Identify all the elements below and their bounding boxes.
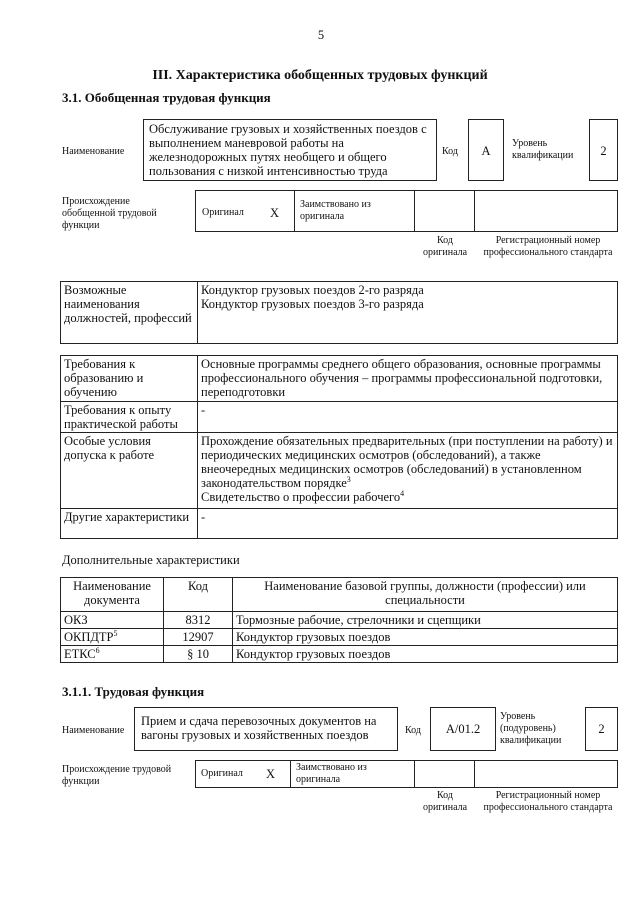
row-code: § 10 xyxy=(164,646,233,663)
col-code-header: Код xyxy=(164,578,233,612)
req-education-value: Основные программы среднего общего образования, основные программы профессионального обучения – программы профессиональной подготовки, переподготовки xyxy=(198,356,618,402)
tf-code-text: A/01.2 xyxy=(445,722,481,736)
footnote-ref: 5 xyxy=(113,628,118,638)
req-special-value xyxy=(198,433,618,509)
footnote-ref: 3 xyxy=(346,474,351,484)
tf-heading: 3.1.1. Трудовая функция xyxy=(62,684,205,699)
page-number: 5 xyxy=(317,28,325,42)
gtf-name-value xyxy=(143,119,437,181)
req-experience-value: - xyxy=(198,402,618,433)
tf-reg-number-label: Регистрационный номер профессионального стандарта xyxy=(483,790,613,813)
gtf-level-label: Уровень квалификации xyxy=(512,138,574,161)
footnote-ref: 6 xyxy=(95,645,100,655)
footnote-ref: 4 xyxy=(400,488,405,498)
table-row xyxy=(61,612,618,629)
gtf-code-text: A xyxy=(481,144,491,158)
table-row xyxy=(61,646,618,663)
col-doc-header: Наименование документа xyxy=(61,578,164,612)
gtf-original-label: Оригинал xyxy=(202,207,244,218)
gtf-level-value xyxy=(589,119,618,181)
gtf-code-original-label: Код оригинала xyxy=(422,235,468,258)
additional-table xyxy=(60,577,618,663)
gtf-heading: 3.1. Обобщенная трудовая функция xyxy=(62,90,271,105)
row-name: Тормозные рабочие, стрелочники и сцепщики xyxy=(233,612,618,629)
gtf-origin-label: Происхождение обобщенной трудовой функции xyxy=(62,196,157,231)
row-doc: ОКЗ xyxy=(61,612,164,629)
tf-original-mark: X xyxy=(266,767,276,781)
position-item: Кондуктор грузовых поездов 3-го разряда xyxy=(201,297,424,311)
additional-heading: Дополнительные характеристики xyxy=(62,553,240,567)
gtf-original-mark: X xyxy=(270,206,280,220)
position-item: Кондуктор грузовых поездов 2-го разряда xyxy=(201,283,424,297)
gtf-name-label: Наименование xyxy=(62,146,125,157)
tf-code-original-label: Код оригинала xyxy=(422,790,468,813)
gtf-name-text: Обслуживание грузовых и хозяйственных поездов с выполнением маневровой работы на железнодорожных путях необщего и общего пользования с низкой интенсивностью труда xyxy=(149,122,427,178)
tf-name-value xyxy=(134,707,398,751)
tf-level-value xyxy=(585,707,618,751)
req-education-label: Требования к образованию и обучению xyxy=(61,356,198,402)
tf-code-original-cell xyxy=(415,760,475,788)
req-other-value: - xyxy=(198,509,618,539)
req-experience-label: Требования к опыту практической работы xyxy=(61,402,198,433)
tf-original-label: Оригинал xyxy=(201,768,243,779)
row-name: Кондуктор грузовых поездов xyxy=(233,629,618,646)
row-doc: ОКПДТР$^5$ xyxy=(61,629,164,646)
row-code: 12907 xyxy=(164,629,233,646)
tf-level-text: 2 xyxy=(598,722,605,736)
gtf-level-text: 2 xyxy=(600,144,607,158)
gtf-code-value xyxy=(468,119,504,181)
tf-name-label: Наименование xyxy=(62,725,125,736)
positions-table xyxy=(60,281,618,344)
tf-name-text: Прием и сдача перевозочных документов на вагоны грузовых и хозяйственных поездов xyxy=(141,714,377,742)
tf-level-label: Уровень (подуровень) квалификации xyxy=(500,711,562,746)
tf-code-value xyxy=(430,707,496,751)
positions-values xyxy=(198,282,618,344)
tf-code-label: Код xyxy=(405,725,421,736)
row-code: 8312 xyxy=(164,612,233,629)
req-special-text: Прохождение обязательных предварительных (при поступлении на работу) и периодических медицинских осмотров (обследований), а также внеочередных медицинских осмотров (обследований) в установленном законодательством порядке xyxy=(201,434,613,490)
tf-borrowed-label: Заимствовано из оригинала xyxy=(296,762,367,785)
gtf-code-original-cell xyxy=(415,190,475,232)
requirements-table xyxy=(60,355,618,539)
row-doc: ЕТКС$^6$ xyxy=(61,646,164,663)
row-name: Кондуктор грузовых поездов xyxy=(233,646,618,663)
positions-label: Возможные наименования должностей, профессий xyxy=(61,282,198,344)
gtf-reg-number-label: Регистрационный номер профессионального стандарта xyxy=(483,235,613,258)
gtf-borrowed-label: Заимствовано из оригинала xyxy=(300,199,371,222)
table-row xyxy=(61,629,618,646)
section-title: III. Характеристика обобщенных трудовых функций xyxy=(152,68,488,83)
req-special-label: Особые условия допуска к работе xyxy=(61,433,198,509)
col-name-header: Наименование базовой группы, должности (профессии) или специальности xyxy=(233,578,618,612)
gtf-code-label: Код xyxy=(442,146,458,157)
tf-origin-label: Происхождение трудовой функции xyxy=(62,764,172,787)
req-other-label: Другие характеристики xyxy=(61,509,198,539)
req-special-text-2: Свидетельство о профессии рабочего xyxy=(201,490,401,504)
